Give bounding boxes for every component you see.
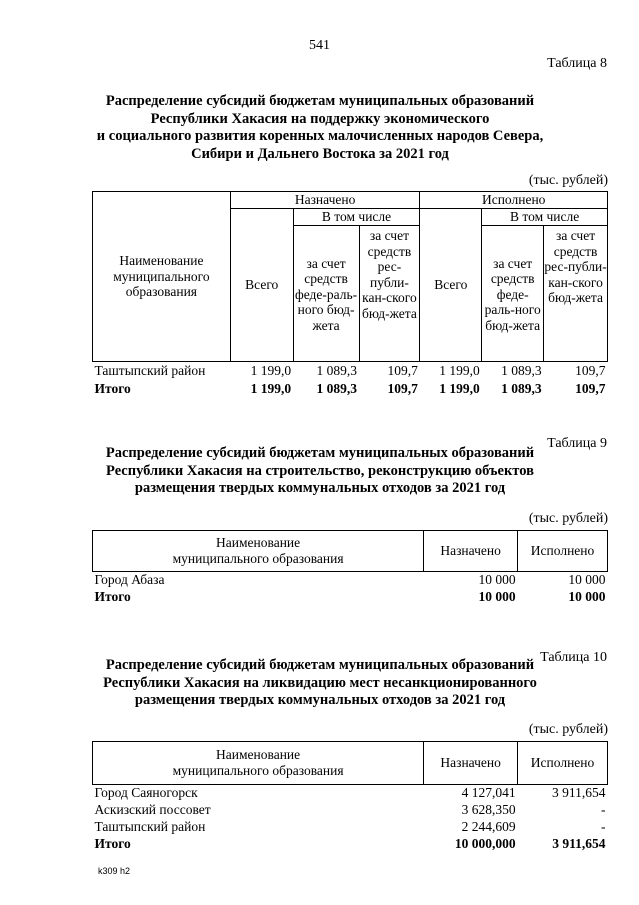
- title-line: Распределение субсидий бюджетам муниципальных образований: [105, 93, 535, 109]
- cell: 1 089,3: [316, 380, 357, 396]
- header-assigned-total: Всего: [230, 209, 293, 362]
- row-name: Итого: [94, 380, 131, 396]
- cell: 1 199,0: [439, 380, 480, 396]
- table8-label: Таблица 8: [547, 56, 607, 71]
- table-row: [93, 819, 608, 836]
- header-name-line: Наименование: [216, 535, 301, 550]
- table8: [92, 191, 608, 398]
- title-line: Распределение субсидий бюджетам муниципальных образований: [105, 657, 535, 673]
- cell: 1 089,3: [501, 362, 542, 378]
- table10: [92, 741, 608, 853]
- header-name: [93, 742, 424, 785]
- cell: 1 199,0: [250, 380, 292, 396]
- cell: 109,7: [387, 362, 418, 378]
- header-assigned-including: В том числе: [293, 209, 420, 226]
- table9: [92, 530, 608, 606]
- header-executed-federal: за счет средств феде-раль-ного бюд-жета: [482, 226, 544, 362]
- title-line: Республики Хакасия на строительство, реконструкцию объектов: [106, 462, 534, 479]
- cell: 109,7: [575, 380, 606, 396]
- table8-title: [60, 93, 580, 163]
- header-assigned: Назначено: [424, 742, 518, 785]
- page-number: 541: [309, 38, 330, 53]
- footer-code: k309 h2: [98, 866, 131, 876]
- cell: 10 000,000: [454, 836, 516, 851]
- header-executed: Исполнено: [518, 742, 608, 785]
- cell: -: [601, 819, 606, 834]
- row-name: Аскизский поссовет: [94, 802, 211, 817]
- title-line: размещения твердых коммунальных отходов за 2021 год: [134, 480, 506, 496]
- table10-title: [60, 657, 580, 710]
- table-row: [93, 572, 608, 589]
- header-name-line: муниципального образования: [172, 551, 344, 566]
- title-line: Республики Хакасия на поддержку экономического: [150, 110, 490, 127]
- header-name-line: Наименование: [216, 747, 301, 762]
- cell: 1 089,3: [316, 362, 357, 378]
- row-name: Таштыпский район: [94, 819, 206, 834]
- table10-label: Таблица 10: [540, 650, 607, 665]
- total-row: [93, 836, 608, 853]
- cell: 1 089,3: [501, 380, 542, 396]
- title-line: размещения твердых коммунальных отходов за 2021 год: [134, 692, 506, 708]
- header-executed-total: Всего: [420, 209, 482, 362]
- total-row: [93, 589, 608, 606]
- table-row: [93, 785, 608, 802]
- table-row: [93, 362, 608, 380]
- cell: 10 000: [568, 589, 606, 604]
- header-name: [93, 531, 424, 572]
- cell: -: [601, 802, 606, 817]
- header-name: Наименование муниципального образования: [93, 192, 231, 362]
- table9-title: [60, 445, 580, 498]
- title-line: Сибири и Дальнего Востока за 2021 год: [191, 145, 449, 162]
- header-assigned: Назначено: [424, 531, 518, 572]
- header-executed-republic: за счет средств рес-публи-кан-ского бюд-жета: [544, 226, 608, 362]
- row-name: Итого: [94, 836, 131, 851]
- row-name: Город Саяногорск: [94, 785, 198, 801]
- table-row: [93, 802, 608, 819]
- header-executed-including: В том числе: [482, 209, 608, 226]
- title-line: Распределение субсидий бюджетам муниципальных образований: [105, 445, 535, 461]
- cell: 10 000: [568, 572, 606, 588]
- cell: 1 199,0: [439, 362, 480, 378]
- row-name: Город Абаза: [94, 572, 165, 588]
- cell: 3 911,654: [552, 836, 606, 851]
- header-assigned-federal: за счет средств феде-раль-ного бюд-жета: [293, 226, 359, 362]
- header-name-line: муниципального образования: [172, 763, 344, 778]
- table10-units: (тыс. рублей): [528, 722, 608, 737]
- table9-units: (тыс. рублей): [528, 511, 608, 526]
- row-name: Таштыпский район: [94, 362, 206, 378]
- header-executed: Исполнено: [420, 192, 608, 209]
- header-assigned-republic: за счет средств рес-публи-кан-ского бюд-жета: [359, 226, 420, 362]
- cell: 4 127,041: [461, 785, 516, 801]
- cell: 109,7: [575, 362, 606, 378]
- row-name: Итого: [94, 589, 131, 604]
- table9-label: Таблица 9: [547, 436, 607, 451]
- cell: 2 244,609: [461, 819, 516, 834]
- cell: 10 000: [478, 589, 516, 604]
- title-line: Республики Хакасия на ликвидацию мест несанкционированного: [103, 674, 537, 691]
- cell: 109,7: [387, 380, 418, 396]
- title-line: и социального развития коренных малочисленных народов Севера,: [96, 128, 544, 144]
- header-executed: Исполнено: [518, 531, 608, 572]
- total-row: [93, 380, 608, 398]
- table8-units: (тыс. рублей): [528, 173, 608, 188]
- cell: 3 911,654: [552, 785, 606, 801]
- cell: 10 000: [478, 572, 516, 588]
- cell: 3 628,350: [461, 802, 516, 817]
- header-assigned: Назначено: [230, 192, 420, 209]
- cell: 1 199,0: [250, 362, 292, 378]
